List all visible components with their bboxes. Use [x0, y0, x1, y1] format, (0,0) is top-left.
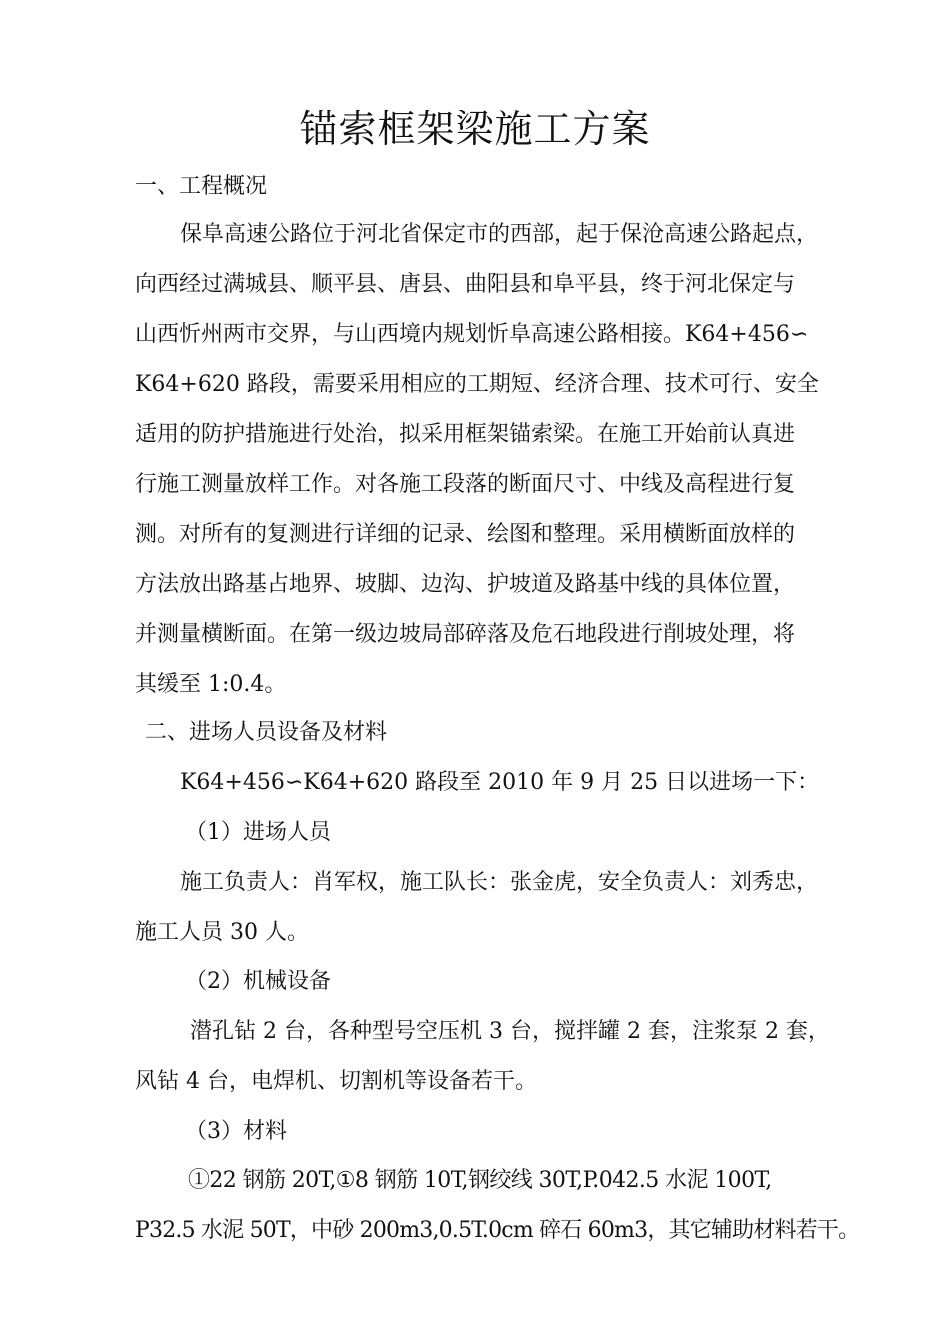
- paragraph-line: 潜孔钻 2 台，各种型号空压机 3 台，搅拌罐 2 套，注浆泵 2 套，: [190, 1019, 830, 1044]
- paragraph-line: 测。对所有的复测进行详细的记录、绘图和整理。采用横断面放样的: [135, 522, 796, 547]
- paragraph-line: 行施工测量放样工作。对各施工段落的断面尺寸、中线及高程进行复: [135, 472, 796, 497]
- paragraph-line: 山西忻州两市交界，与山西境内规划忻阜高速公路相接。K64+456∽: [135, 322, 809, 347]
- section-2-intro: K64+456∽K64+620 路段至 2010 年 9 月 25 日以进场一下：: [180, 770, 820, 795]
- section-2-heading: 二、进场人员设备及材料: [145, 720, 388, 745]
- paragraph-line: K64+620 路段，需要采用相应的工期短、经济合理、技术可行、安全: [135, 372, 819, 397]
- paragraph-line: ①22 钢筋 20T,①8 钢筋 10T,钢绞线 30T,P.042.5 水泥 100T,: [188, 1168, 772, 1193]
- paragraph-line: 风钻 4 台，电焊机、切割机等设备若干。: [135, 1069, 537, 1094]
- paragraph-line: 向西经过满城县、顺平县、唐县、曲阳县和阜平县，终于河北保定与: [135, 272, 796, 297]
- paragraph-line: 保阜高速公路位于河北省保定市的西部，起于保沧高速公路起点，: [180, 222, 819, 247]
- section-1-heading: 一、工程概况: [135, 174, 268, 199]
- paragraph-line: 其缓至 1:0.4。: [135, 672, 287, 697]
- paragraph-line: P32.5 水泥 50T，中砂 200m3,0.5T.0cm 碎石 60m3，其它辅助材料若干。: [135, 1218, 860, 1243]
- paragraph-line: 方法放出路基占地界、坡脚、边沟、护坡道及路基中线的具体位置，: [135, 572, 796, 597]
- paragraph-line: 并测量横断面。在第一级边坡局部碎落及危石地段进行削坡处理，将: [135, 622, 796, 647]
- paragraph-line: 施工人员 30 人。: [135, 920, 309, 945]
- paragraph-line: 施工负责人：肖军权，施工队长：张金虎，安全负责人：刘秀忠，: [180, 870, 819, 895]
- subsection-equipment-heading: （2）机械设备: [185, 969, 331, 994]
- subsection-materials-heading: （3）材料: [185, 1119, 287, 1144]
- paragraph-line: 适用的防护措施进行处治，拟采用框架锚索梁。在施工开始前认真进: [135, 422, 796, 447]
- document-title: 锚索框架梁施工方案: [299, 107, 651, 151]
- subsection-personnel-heading: （1）进场人员: [185, 820, 331, 845]
